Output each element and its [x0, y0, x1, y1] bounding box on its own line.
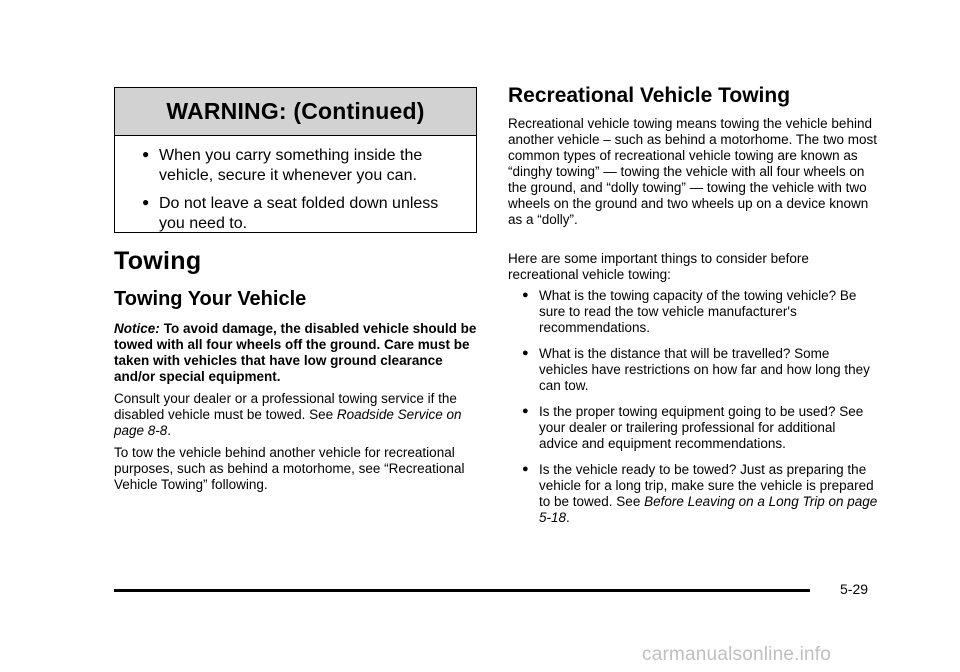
bullet-icon: ● — [142, 195, 150, 209]
rv-paragraph-2: Here are some important things to consider before recreational vehicle towing: — [508, 251, 809, 282]
list-item-text: What is the distance that will be travelled? Some vehicles have restrictions on how far and how long they can tow. — [539, 346, 870, 393]
rv-considerations-list — [508, 288, 878, 536]
warning-box — [114, 87, 477, 233]
footer-rule — [114, 589, 810, 592]
list-item — [508, 346, 878, 394]
list-item-text: Is the proper towing equipment going to be used? See your dealer or trailering professional for additional advice and equipment recommendations. — [539, 404, 864, 451]
bullet-icon: ● — [522, 289, 529, 301]
bullet-icon: ● — [522, 405, 529, 417]
towing-paragraph-2: To tow the vehicle behind another vehicle for recreational purposes, such as behind a motorhome, see “Recreational Vehicle Towing” following. — [114, 445, 465, 492]
warning-bullet — [127, 146, 464, 186]
rv-towing-heading: Recreational Vehicle Towing — [508, 84, 791, 107]
list-item — [508, 404, 878, 452]
towing-paragraph-1 — [114, 391, 480, 439]
section-heading: Towing — [114, 247, 202, 275]
warning-title: WARNING: (Continued) — [115, 88, 476, 136]
cross-reference-link[interactable]: Roadside Service on page 8-8 — [114, 407, 462, 438]
rv-paragraph-1: Recreational vehicle towing means towing the vehicle behind another vehicle – such as behind a motorhome. The two most common types of recreational vehicle towing are known as “dinghy towing” — towing the vehicle with all four wheels on the ground, and “dolly towing” — towing the vehicle with two wheels on the ground and two wheels up on a device known as a “dolly”. — [508, 116, 877, 227]
subsection-heading: Towing Your Vehicle — [114, 288, 307, 310]
notice-text: To avoid damage, the disabled vehicle should be towed with all four wheels off the ground. Care must be taken with vehicles that have low ground clearance and/or special equipment. — [114, 321, 477, 384]
bullet-icon: ● — [522, 463, 529, 475]
list-item — [508, 462, 878, 526]
bullet-icon: ● — [142, 147, 150, 161]
warning-bullet-text: When you carry something inside the vehicle, secure it whenever you can. — [159, 147, 423, 184]
list-item-text: Is the vehicle ready to be towed? Just as preparing the vehicle for a long trip, make sure the vehicle is prepared to be towed. See — [539, 462, 874, 509]
list-item-text-end: . — [566, 510, 570, 525]
bullet-icon: ● — [522, 347, 529, 359]
notice-paragraph — [114, 321, 480, 385]
paragraph-text-end: . — [167, 423, 172, 438]
warning-bullet — [127, 194, 464, 234]
cross-reference-link[interactable]: Before Leaving on a Long Trip on page 5-18 — [539, 494, 878, 525]
paragraph-text: Consult your dealer or a professional towing service if the disabled vehicle must be towed. See — [114, 391, 457, 422]
notice-label: Notice: — [114, 321, 160, 336]
watermark: carmanualsonline.info — [642, 644, 832, 665]
list-item-text: What is the towing capacity of the towing vehicle? Be sure to read the tow vehicle manufacturer's recommendations. — [539, 288, 857, 335]
list-item — [508, 288, 878, 336]
page-number: 5-29 — [840, 581, 869, 597]
warning-bullet-text: Do not leave a seat folded down unless you need to. — [159, 195, 439, 232]
warning-list — [115, 136, 476, 234]
